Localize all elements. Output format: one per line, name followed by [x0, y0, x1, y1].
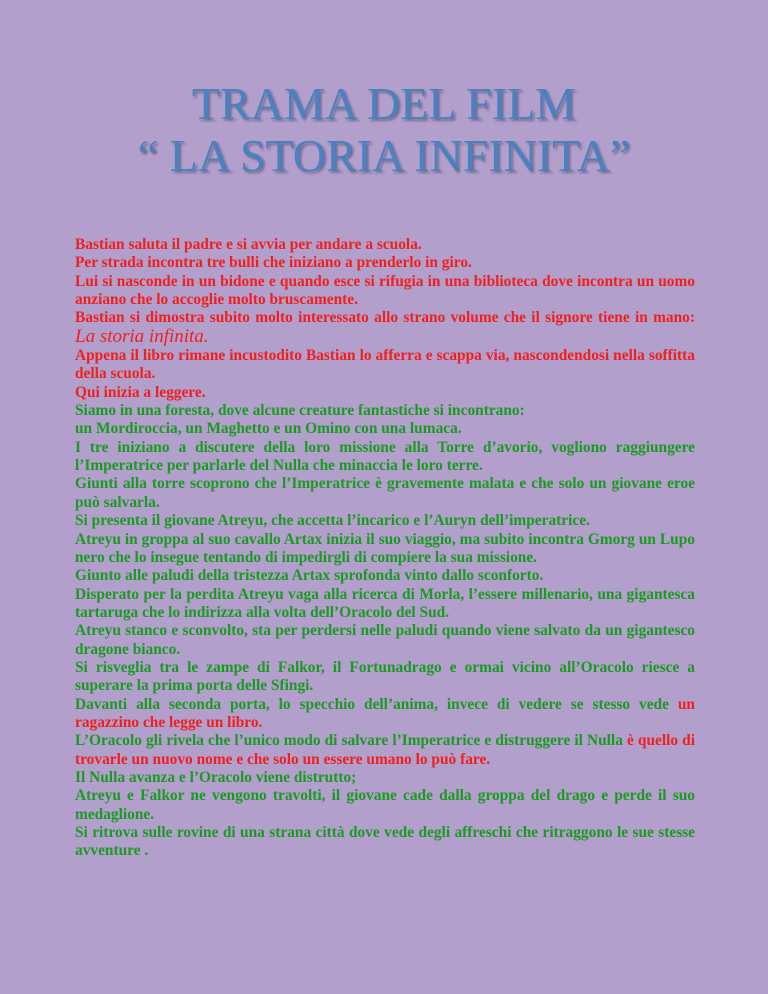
paragraph: Lui si nasconde in un bidone e quando esce si rifugia in una biblioteca dove incontra un uomo anziano che lo accoglie molto bruscamente.: [75, 272, 695, 309]
paragraph: Giunto alle paludi della tristezza Artax sprofonda vinto dallo sconforto.: [75, 567, 544, 585]
paragraph: Giunti alla torre scoprono che l’Imperatrice è gravemente malata e che solo un giovane eroe può salvarla.: [75, 475, 695, 511]
story-text: [75, 236, 695, 861]
paragraph: Si ritrova sulle rovine di una strana città dove vede degli affreschi che ritraggono le sue stesse avventure .: [75, 824, 695, 860]
paragraph: Si presenta il giovane Atreyu, che accetta l’incarico e l’Auryn dell’imperatrice.: [75, 512, 590, 530]
paragraph: Bastian si dimostra subito molto interessato allo strano volume che il signore tiene in mano: La storia infinita.: [75, 309, 695, 347]
paragraph: Il Nulla avanza e l’Oracolo viene distrutto;: [75, 768, 357, 786]
title-line-1: TRAMA DEL FILM: [191, 78, 577, 129]
paragraph: L’Oracolo gli rivela che l’unico modo di salvare l’Imperatrice e distruggere il Nulla è quello di trovarle un nuovo nome e che solo un essere umano lo può fare.: [75, 732, 696, 768]
paragraph: Siamo in una foresta, dove alcune creature fantastiche si incontrano:: [75, 402, 525, 420]
paragraph: Bastian saluta il padre e si avvia per andare a scuola.: [75, 236, 422, 253]
paragraph: Atreyu stanco e sconvolto, sta per perdersi nelle paludi quando viene salvato da un gigantesco dragone bianco.: [75, 622, 695, 658]
book-title: La storia infinita.: [75, 325, 209, 347]
paragraph: Davanti alla seconda porta, lo specchio dell’anima, invece di vedere se stesso vede un ragazzino che legge un libro.: [75, 695, 695, 731]
title-line-2: “ LA STORIA INFINITA”: [137, 130, 631, 181]
paragraph: Atreyu e Falkor ne vengono travolti, il giovane cade dalla groppa del drago e perde il suo medaglione.: [75, 787, 695, 823]
paragraph: Appena il libro rimane incustodito Bastian lo afferra e scappa via, nascondendosi nella soffitta della scuola.: [75, 347, 695, 383]
paragraph: Atreyu in groppa al suo cavallo Artax inizia il suo viaggio, ma subito incontra Gmorg un Lupo nero che lo insegue tentando di impedirgli di compiere la sua missione.: [75, 530, 695, 566]
paragraph: Si risveglia tra le zampe di Falkor, il Fortunadrago e ormai vicino all’Oracolo riesce a superare la prima porta delle Sfingi.: [75, 658, 695, 695]
highlight-red: è quello di trovarle un nuovo nome e che solo un essere umano lo può fare.: [75, 732, 696, 768]
page-title: [0, 78, 768, 182]
highlight-red: un ragazzino che legge un libro.: [75, 695, 695, 731]
paragraph: Disperato per la perdita Atreyu vaga alla ricerca di Morla, l’essere millenario, una gigantesca tartaruga che lo indirizza alla volta dell’Oracolo del Sud.: [75, 585, 695, 621]
paragraph: I tre iniziano a discutere della loro missione alla Torre d’avorio, vogliono raggiungere l’Imperatrice per parlarle del Nulla che minaccia le loro terre.: [75, 438, 695, 475]
paragraph: un Mordiroccia, un Maghetto e un Omino con una lumaca.: [75, 420, 462, 438]
paragraph: Per strada incontra tre bulli che iniziano a prenderlo in giro.: [75, 254, 472, 272]
paragraph: Qui inizia a leggere.: [75, 383, 206, 401]
